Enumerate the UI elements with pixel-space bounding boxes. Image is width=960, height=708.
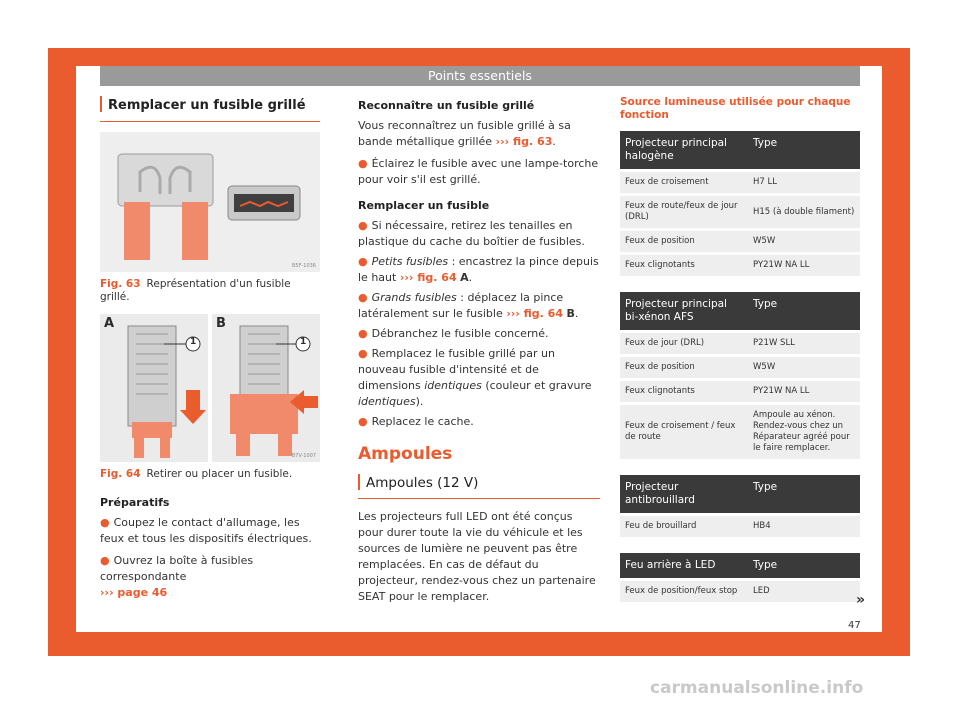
column-3 [620, 96, 860, 605]
table-cell: PY21W NA LL [748, 255, 860, 276]
table-cell: Feux de croisement / feux de route [620, 405, 748, 459]
table-cell: W5W [748, 357, 860, 378]
page-reference-link[interactable]: ››› page 46 [100, 586, 168, 599]
halogen-table [620, 128, 860, 279]
figure-reference-link[interactable]: ››› fig. 63 [495, 135, 553, 148]
xenon-table [620, 289, 860, 462]
header-cell: Type [748, 131, 860, 169]
bullet-text: Débranchez le fusible concerné. [371, 327, 549, 340]
figure-63 [100, 132, 320, 272]
figure-63-caption [100, 278, 320, 304]
table-cell: LED [748, 581, 860, 602]
emphasis: Grands fusibles [371, 291, 457, 304]
figure-code: B5F-1036 [291, 263, 316, 269]
figure-64-caption [100, 468, 320, 481]
header-cell: Type [748, 475, 860, 513]
ampoules-subheading [358, 474, 600, 499]
bullet-text: ). [415, 395, 424, 408]
table-cell: Feux de route/feux de jour (DRL) [620, 196, 748, 228]
bullet: ● [358, 291, 368, 304]
recognize-title: Reconnaître un fusible grillé [358, 99, 535, 112]
rear-led-table [620, 550, 860, 605]
prep-text: Ouvrez la boîte à fusibles correspondante [100, 554, 254, 583]
prep-title: Préparatifs [100, 496, 170, 509]
emphasis: Petits fusibles [371, 255, 449, 268]
table-header [620, 292, 860, 330]
bullet-text: Éclairez le fusible avec une lampe-torche pour voir s'il est grillé. [358, 157, 599, 186]
blown-fuse-illustration [100, 132, 320, 272]
bullet-text: : encastrez la pince depuis le haut [358, 255, 599, 284]
column-1 [100, 96, 320, 601]
led-paragraph: Les projecteurs full LED ont été conçus pour durer toute la vie du véhicule et les sources de lumière ne peuvent pas être remplacées. En cas de défaut du projecteur, rendez-vous chez un partenaire SEAT pour le remplacer. [358, 510, 596, 603]
letter-ref: B [566, 307, 575, 320]
bullet-text: : déplacez la pince latéralement sur le fusible [358, 291, 564, 320]
label-a: A [104, 316, 115, 331]
bullet-item: ● Petits fusibles : encastrez la pince depuis le haut ››› fig. 64 A. [358, 255, 599, 284]
figure-code: B7V-1007 [291, 453, 316, 459]
subheading-text: Ampoules (12 V) [366, 475, 479, 491]
table-header [620, 131, 860, 169]
table-row [620, 231, 860, 252]
page-number: 47 [848, 620, 861, 631]
continue-marker: » [856, 592, 866, 608]
table-cell: HB4 [748, 516, 860, 537]
header-cell: Projecteur principal halogène [620, 131, 748, 169]
table-row [620, 196, 860, 228]
light-source-title: Source lumineuse utilisée pour chaque fonction [620, 96, 851, 121]
header-bar [100, 66, 860, 86]
bullet: ● [358, 347, 368, 360]
bullet: ● [358, 219, 368, 232]
table-cell: Feux clignotants [620, 255, 748, 276]
table-row [620, 405, 860, 459]
bullet-text: Si nécessaire, retirez les tenailles en plastique du cache du boîtier de fusibles. [358, 219, 585, 248]
table-cell: Feux de position [620, 357, 748, 378]
bullet-item [358, 346, 600, 410]
bullet: ● [358, 415, 368, 428]
prep-item [100, 553, 320, 601]
table-row [620, 172, 860, 193]
header-cell: Projecteur antibrouillard [620, 475, 748, 513]
figure-caption-text: Retirer ou placer un fusible. [146, 468, 293, 480]
table-cell: Feux de jour (DRL) [620, 333, 748, 354]
table-cell: Feu de brouillard [620, 516, 748, 537]
bullet: ● [358, 255, 368, 268]
emphasis: identiques [424, 379, 482, 392]
table-cell: PY21W NA LL [748, 381, 860, 402]
table-row [620, 333, 860, 354]
bullet: ● [358, 327, 368, 340]
fog-table [620, 472, 860, 540]
table-cell: H15 (à double filament) [748, 196, 860, 228]
emphasis: identiques [358, 395, 416, 408]
table-cell: W5W [748, 231, 860, 252]
figure-number: Fig. 64 [100, 468, 141, 480]
table-cell: Feux de position/feux stop [620, 581, 748, 602]
bullet-text: (couleur et gravure [481, 379, 592, 392]
table-row [620, 357, 860, 378]
header-cell: Feu arrière à LED [620, 553, 748, 578]
recognize-body: Vous reconnaîtrez un fusible grillé à sa bande métallique grillée [358, 119, 571, 148]
column-2 [358, 96, 600, 605]
table-cell: H7 LL [748, 172, 860, 193]
header-cell: Type [748, 292, 860, 330]
header-title: Points essentiels [428, 68, 532, 83]
header-cell: Type [748, 553, 860, 578]
accent-bar [358, 474, 360, 490]
section-title [100, 96, 320, 122]
table-cell: Ampoule au xénon. Rendez-vous chez un Réparateur agréé pour le faire remplacer. [748, 405, 860, 459]
table-cell: Feux de position [620, 231, 748, 252]
table-header [620, 475, 860, 513]
figure-64 [100, 314, 320, 462]
table-cell: Feux de croisement [620, 172, 748, 193]
replace-title: Remplacer un fusible [358, 199, 490, 212]
bullet-item [358, 156, 600, 188]
table-row [620, 581, 860, 602]
prep-item [100, 515, 320, 547]
table-row [620, 381, 860, 402]
table-row [620, 516, 860, 537]
table-header [620, 553, 860, 578]
table-cell: P21W SLL [748, 333, 860, 354]
table-cell: Feux clignotants [620, 381, 748, 402]
bullet-item [358, 414, 600, 430]
letter-ref: A [460, 271, 469, 284]
figure-reference-link[interactable]: ››› fig. 64 [399, 271, 457, 284]
accent-bar [100, 96, 102, 112]
figure-caption-text: Représentation d'un fusible grillé. [100, 278, 291, 303]
callout-1-a: 1 [190, 337, 197, 347]
bullet-item [358, 218, 600, 250]
bullet-item [358, 326, 600, 342]
ampoules-heading: Ampoules [358, 444, 453, 464]
section-title-text: Remplacer un fusible grillé [108, 98, 306, 113]
header-cell: Projecteur principal bi-xénon AFS [620, 292, 748, 330]
watermark: carmanualsonline.info [650, 678, 864, 698]
callout-1-b: 1 [300, 337, 307, 347]
label-b: B [216, 316, 226, 331]
bullet-item: ● Grands fusibles : déplacez la pince latéralement sur le fusible ››› fig. 64 B. [358, 291, 579, 320]
fuse-removal-illustration [100, 314, 320, 462]
bullet-text: Replacez le cache. [371, 415, 474, 428]
bullet: ● [100, 554, 110, 567]
figure-number: Fig. 63 [100, 278, 141, 290]
table-row [620, 255, 860, 276]
recognize-text: Vous reconnaîtrez un fusible grillé à sa bande métallique grillée ››› fig. 63. [358, 119, 571, 148]
bullet-text: Remplacez le fusible grillé par un nouveau fusible d'intensité et de dimensions [358, 347, 555, 392]
figure-reference-link[interactable]: ››› fig. 64 [506, 307, 563, 320]
bullet: ● [100, 516, 110, 529]
bullet: ● [358, 157, 368, 170]
prep-text: Coupez le contact d'allumage, les feux et tous les dispositifs électriques. [100, 516, 312, 545]
